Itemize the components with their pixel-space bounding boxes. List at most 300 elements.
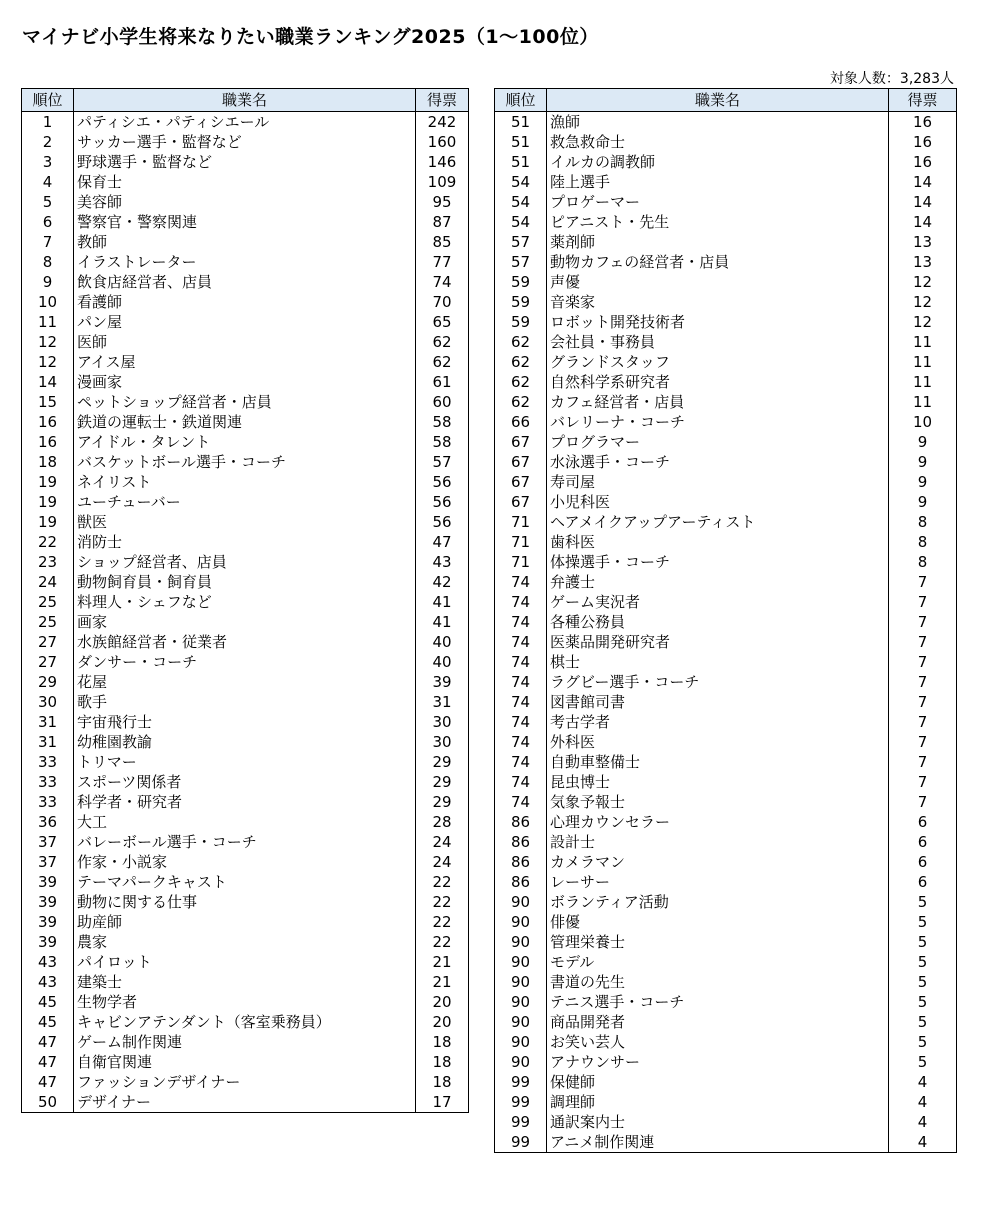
votes-cell: 30 (416, 712, 469, 732)
table-row (495, 752, 957, 772)
table-row (495, 252, 957, 272)
votes-cell: 13 (889, 232, 957, 252)
table-row (22, 1052, 469, 1072)
votes-cell: 10 (889, 412, 957, 432)
rank-cell: 51 (495, 132, 547, 152)
votes-cell: 70 (416, 292, 469, 312)
rank-cell: 99 (495, 1112, 547, 1132)
table-row (495, 472, 957, 492)
rank-cell: 74 (495, 612, 547, 632)
votes-cell: 42 (416, 572, 469, 592)
votes-cell: 5 (889, 992, 957, 1012)
table-row (22, 112, 469, 133)
rank-cell: 19 (22, 512, 74, 532)
rank-cell: 90 (495, 952, 547, 972)
job-name-cell: ゲーム制作関連 (74, 1032, 416, 1052)
job-name-cell: 野球選手・監督など (74, 152, 416, 172)
rank-cell: 43 (22, 972, 74, 992)
table-row (495, 1032, 957, 1052)
job-name-cell: ユーチューバー (74, 492, 416, 512)
votes-cell: 5 (889, 1012, 957, 1032)
table-row (495, 352, 957, 372)
votes-cell: 58 (416, 412, 469, 432)
rank-cell: 30 (22, 692, 74, 712)
votes-cell: 7 (889, 672, 957, 692)
job-name-cell: テニス選手・コーチ (547, 992, 889, 1012)
votes-cell: 7 (889, 612, 957, 632)
table-row (495, 332, 957, 352)
job-name-cell: カフェ経営者・店員 (547, 392, 889, 412)
table-row (495, 612, 957, 632)
votes-cell: 62 (416, 332, 469, 352)
rank-cell: 31 (22, 732, 74, 752)
rank-cell: 66 (495, 412, 547, 432)
votes-cell: 22 (416, 872, 469, 892)
votes-cell: 56 (416, 472, 469, 492)
votes-cell: 74 (416, 272, 469, 292)
job-name-cell: 棋士 (547, 652, 889, 672)
job-name-cell: 教師 (74, 232, 416, 252)
rank-cell: 47 (22, 1072, 74, 1092)
job-name-cell: 警察官・警察関連 (74, 212, 416, 232)
votes-cell: 11 (889, 372, 957, 392)
votes-cell: 7 (889, 712, 957, 732)
rank-cell: 29 (22, 672, 74, 692)
rank-cell: 67 (495, 492, 547, 512)
job-name-cell: 大工 (74, 812, 416, 832)
rank-cell: 74 (495, 672, 547, 692)
table-row (495, 852, 957, 872)
table-row (495, 892, 957, 912)
job-name-cell: 動物カフェの経営者・店員 (547, 252, 889, 272)
rank-cell: 22 (22, 532, 74, 552)
table-row (22, 732, 469, 752)
rank-cell: 6 (22, 212, 74, 232)
rank-cell: 25 (22, 592, 74, 612)
rank-cell: 57 (495, 252, 547, 272)
votes-cell: 7 (889, 652, 957, 672)
votes-cell: 6 (889, 832, 957, 852)
job-name-cell: レーサー (547, 872, 889, 892)
job-name-cell: 陸上選手 (547, 172, 889, 192)
job-name-cell: ダンサー・コーチ (74, 652, 416, 672)
votes-cell: 17 (416, 1092, 469, 1113)
votes-cell: 22 (416, 892, 469, 912)
table-row (22, 852, 469, 872)
job-name-cell: 保健師 (547, 1072, 889, 1092)
votes-cell: 160 (416, 132, 469, 152)
job-name-cell: 医師 (74, 332, 416, 352)
votes-cell: 11 (889, 352, 957, 372)
rank-cell: 86 (495, 812, 547, 832)
votes-cell: 13 (889, 252, 957, 272)
job-name-cell: ゲーム実況者 (547, 592, 889, 612)
job-name-cell: 消防士 (74, 532, 416, 552)
table-row (22, 632, 469, 652)
job-name-cell: 自動車整備士 (547, 752, 889, 772)
votes-cell: 65 (416, 312, 469, 332)
rank-cell: 57 (495, 232, 547, 252)
table-row (495, 312, 957, 332)
job-name-cell: 外科医 (547, 732, 889, 752)
job-name-cell: 体操選手・コーチ (547, 552, 889, 572)
rank-cell: 19 (22, 472, 74, 492)
votes-cell: 20 (416, 992, 469, 1012)
rank-cell: 7 (22, 232, 74, 252)
rank-cell: 74 (495, 592, 547, 612)
job-name-cell: 設計士 (547, 832, 889, 852)
table-row (495, 772, 957, 792)
rank-cell: 62 (495, 372, 547, 392)
votes-cell: 56 (416, 492, 469, 512)
job-name-cell: 音楽家 (547, 292, 889, 312)
table-row (22, 472, 469, 492)
votes-cell: 9 (889, 452, 957, 472)
rank-cell: 31 (22, 712, 74, 732)
rank-cell: 8 (22, 252, 74, 272)
votes-cell: 40 (416, 652, 469, 672)
job-name-cell: 水族館経営者・従業者 (74, 632, 416, 652)
table-row (495, 692, 957, 712)
job-name-cell: バレーボール選手・コーチ (74, 832, 416, 852)
table-row (495, 1012, 957, 1032)
votes-cell: 7 (889, 792, 957, 812)
table-row (495, 972, 957, 992)
rank-cell: 62 (495, 352, 547, 372)
votes-cell: 7 (889, 692, 957, 712)
table-row (22, 992, 469, 1012)
table-row (495, 932, 957, 952)
rank-cell: 39 (22, 932, 74, 952)
rank-cell: 74 (495, 772, 547, 792)
votes-cell: 28 (416, 812, 469, 832)
job-name-cell: ファッションデザイナー (74, 1072, 416, 1092)
rank-cell: 39 (22, 912, 74, 932)
votes-cell: 39 (416, 672, 469, 692)
votes-cell: 14 (889, 172, 957, 192)
table-row (22, 332, 469, 352)
table-row (495, 1092, 957, 1112)
job-name-cell: 俳優 (547, 912, 889, 932)
table-row (495, 952, 957, 972)
table-row (495, 152, 957, 172)
rank-cell: 25 (22, 612, 74, 632)
table-row (22, 192, 469, 212)
table-row (495, 572, 957, 592)
table-row (22, 932, 469, 952)
table-row (495, 652, 957, 672)
job-name-cell: 会社員・事務員 (547, 332, 889, 352)
table-row (22, 172, 469, 192)
rank-cell: 74 (495, 572, 547, 592)
header-job: 職業名 (547, 89, 889, 112)
rank-cell: 86 (495, 872, 547, 892)
table-row (22, 972, 469, 992)
votes-cell: 87 (416, 212, 469, 232)
rank-cell: 67 (495, 432, 547, 452)
table-row (22, 292, 469, 312)
table-row (22, 652, 469, 672)
votes-cell: 40 (416, 632, 469, 652)
table-row (22, 392, 469, 412)
table-row (22, 552, 469, 572)
rank-cell: 90 (495, 932, 547, 952)
job-name-cell: ヘアメイクアップアーティスト (547, 512, 889, 532)
rank-cell: 74 (495, 732, 547, 752)
votes-cell: 4 (889, 1092, 957, 1112)
votes-cell: 12 (889, 272, 957, 292)
table-row (22, 912, 469, 932)
job-name-cell: プロゲーマー (547, 192, 889, 212)
header-votes: 得票 (416, 89, 469, 112)
votes-cell: 14 (889, 212, 957, 232)
votes-cell: 11 (889, 392, 957, 412)
votes-cell: 60 (416, 392, 469, 412)
rank-cell: 33 (22, 772, 74, 792)
votes-cell: 95 (416, 192, 469, 212)
table-row (22, 672, 469, 692)
rank-cell: 16 (22, 432, 74, 452)
table-row (495, 552, 957, 572)
job-name-cell: ペットショップ経営者・店員 (74, 392, 416, 412)
votes-cell: 41 (416, 612, 469, 632)
rank-cell: 99 (495, 1132, 547, 1153)
job-name-cell: 自然科学系研究者 (547, 372, 889, 392)
table-row (495, 812, 957, 832)
table-row (22, 1072, 469, 1092)
votes-cell: 5 (889, 932, 957, 952)
votes-cell: 29 (416, 792, 469, 812)
job-name-cell: 弁護士 (547, 572, 889, 592)
votes-cell: 4 (889, 1112, 957, 1132)
rank-cell: 54 (495, 212, 547, 232)
rank-cell: 14 (22, 372, 74, 392)
table-row (495, 592, 957, 612)
job-name-cell: モデル (547, 952, 889, 972)
job-name-cell: 科学者・研究者 (74, 792, 416, 812)
votes-cell: 4 (889, 1072, 957, 1092)
job-name-cell: 助産師 (74, 912, 416, 932)
job-name-cell: 獣医 (74, 512, 416, 532)
table-row (22, 512, 469, 532)
table-row (22, 1012, 469, 1032)
table-row (495, 732, 957, 752)
job-name-cell: 歌手 (74, 692, 416, 712)
table-row (495, 192, 957, 212)
rank-cell: 37 (22, 852, 74, 872)
votes-cell: 7 (889, 632, 957, 652)
rank-cell: 51 (495, 112, 547, 133)
votes-cell: 9 (889, 472, 957, 492)
table-row (495, 432, 957, 452)
table-row (22, 412, 469, 432)
votes-cell: 6 (889, 872, 957, 892)
votes-cell: 18 (416, 1072, 469, 1092)
job-name-cell: 農家 (74, 932, 416, 952)
table-row (495, 272, 957, 292)
table-row (495, 112, 957, 133)
rank-cell: 1 (22, 112, 74, 133)
job-name-cell: 歯科医 (547, 532, 889, 552)
table-row (495, 712, 957, 732)
table-row (22, 432, 469, 452)
table-row (22, 312, 469, 332)
table-row (495, 672, 957, 692)
table-row (22, 492, 469, 512)
votes-cell: 20 (416, 1012, 469, 1032)
rank-cell: 23 (22, 552, 74, 572)
votes-cell: 12 (889, 312, 957, 332)
rank-cell: 90 (495, 992, 547, 1012)
rank-cell: 37 (22, 832, 74, 852)
job-name-cell: パン屋 (74, 312, 416, 332)
job-name-cell: 飲食店経営者、店員 (74, 272, 416, 292)
votes-cell: 6 (889, 852, 957, 872)
rank-cell: 86 (495, 832, 547, 852)
table-row (22, 352, 469, 372)
rank-cell: 99 (495, 1072, 547, 1092)
votes-cell: 9 (889, 492, 957, 512)
job-name-cell: イルカの調教師 (547, 152, 889, 172)
votes-cell: 18 (416, 1052, 469, 1072)
job-name-cell: 動物に関する仕事 (74, 892, 416, 912)
votes-cell: 7 (889, 592, 957, 612)
job-name-cell: 保育士 (74, 172, 416, 192)
rank-cell: 47 (22, 1032, 74, 1052)
job-name-cell: 書道の先生 (547, 972, 889, 992)
table-row (495, 392, 957, 412)
votes-cell: 31 (416, 692, 469, 712)
ranking-table-left (21, 88, 469, 1113)
votes-cell: 29 (416, 752, 469, 772)
job-name-cell: 画家 (74, 612, 416, 632)
table-row (495, 132, 957, 152)
rank-cell: 24 (22, 572, 74, 592)
table-row (22, 692, 469, 712)
rank-cell: 27 (22, 652, 74, 672)
rank-cell: 15 (22, 392, 74, 412)
votes-cell: 4 (889, 1132, 957, 1153)
votes-cell: 7 (889, 772, 957, 792)
job-name-cell: カメラマン (547, 852, 889, 872)
table-row (495, 832, 957, 852)
rank-cell: 74 (495, 632, 547, 652)
rank-cell: 45 (22, 992, 74, 1012)
table-row (495, 1052, 957, 1072)
rank-cell: 3 (22, 152, 74, 172)
votes-cell: 47 (416, 532, 469, 552)
job-name-cell: 建築士 (74, 972, 416, 992)
job-name-cell: 小児科医 (547, 492, 889, 512)
rank-cell: 59 (495, 312, 547, 332)
job-name-cell: トリマー (74, 752, 416, 772)
votes-cell: 7 (889, 752, 957, 772)
job-name-cell: アイス屋 (74, 352, 416, 372)
rank-cell: 2 (22, 132, 74, 152)
rank-cell: 33 (22, 792, 74, 812)
votes-cell: 21 (416, 972, 469, 992)
job-name-cell: サッカー選手・監督など (74, 132, 416, 152)
table-row (22, 812, 469, 832)
job-name-cell: 自衛官関連 (74, 1052, 416, 1072)
table-row (22, 372, 469, 392)
votes-cell: 7 (889, 572, 957, 592)
job-name-cell: 医薬品開発研究者 (547, 632, 889, 652)
rank-cell: 67 (495, 472, 547, 492)
rank-cell: 10 (22, 292, 74, 312)
table-row (495, 292, 957, 312)
rank-cell: 39 (22, 892, 74, 912)
table-row (22, 872, 469, 892)
rank-cell: 47 (22, 1052, 74, 1072)
table-row (22, 1092, 469, 1113)
table-row (495, 372, 957, 392)
respondent-count: 対象人数：3,283人 (829, 71, 954, 87)
table-row (495, 512, 957, 532)
votes-cell: 242 (416, 112, 469, 133)
rank-cell: 90 (495, 972, 547, 992)
table-row (22, 152, 469, 172)
table-row (495, 492, 957, 512)
votes-cell: 16 (889, 152, 957, 172)
votes-cell: 21 (416, 952, 469, 972)
job-name-cell: 漁師 (547, 112, 889, 133)
table-row (22, 452, 469, 472)
rank-cell: 74 (495, 712, 547, 732)
votes-cell: 41 (416, 592, 469, 612)
job-name-cell: キャビンアテンダント（客室乗務員） (74, 1012, 416, 1032)
votes-cell: 11 (889, 332, 957, 352)
table-row (495, 992, 957, 1012)
votes-cell: 16 (889, 132, 957, 152)
job-name-cell: 宇宙飛行士 (74, 712, 416, 732)
rank-cell: 86 (495, 852, 547, 872)
rank-cell: 71 (495, 512, 547, 532)
job-name-cell: ネイリスト (74, 472, 416, 492)
table-row (22, 952, 469, 972)
table-row (495, 1132, 957, 1153)
job-name-cell: 料理人・シェフなど (74, 592, 416, 612)
rank-cell: 90 (495, 1032, 547, 1052)
job-name-cell: 気象予報士 (547, 792, 889, 812)
table-row (495, 452, 957, 472)
rank-cell: 90 (495, 1012, 547, 1032)
votes-cell: 56 (416, 512, 469, 532)
table-row (22, 532, 469, 552)
job-name-cell: 動物飼育員・飼育員 (74, 572, 416, 592)
votes-cell: 7 (889, 732, 957, 752)
job-name-cell: 花屋 (74, 672, 416, 692)
job-name-cell: スポーツ関係者 (74, 772, 416, 792)
job-name-cell: 漫画家 (74, 372, 416, 392)
votes-cell: 8 (889, 512, 957, 532)
votes-cell: 5 (889, 1032, 957, 1052)
table-row (22, 752, 469, 772)
rank-cell: 54 (495, 172, 547, 192)
votes-cell: 146 (416, 152, 469, 172)
table-row (22, 252, 469, 272)
job-name-cell: バレリーナ・コーチ (547, 412, 889, 432)
job-name-cell: ショップ経営者、店員 (74, 552, 416, 572)
job-name-cell: ラグビー選手・コーチ (547, 672, 889, 692)
rank-cell: 39 (22, 872, 74, 892)
votes-cell: 22 (416, 912, 469, 932)
table-row (495, 792, 957, 812)
votes-cell: 77 (416, 252, 469, 272)
job-name-cell: 幼稚園教諭 (74, 732, 416, 752)
rank-cell: 18 (22, 452, 74, 472)
rank-cell: 51 (495, 152, 547, 172)
